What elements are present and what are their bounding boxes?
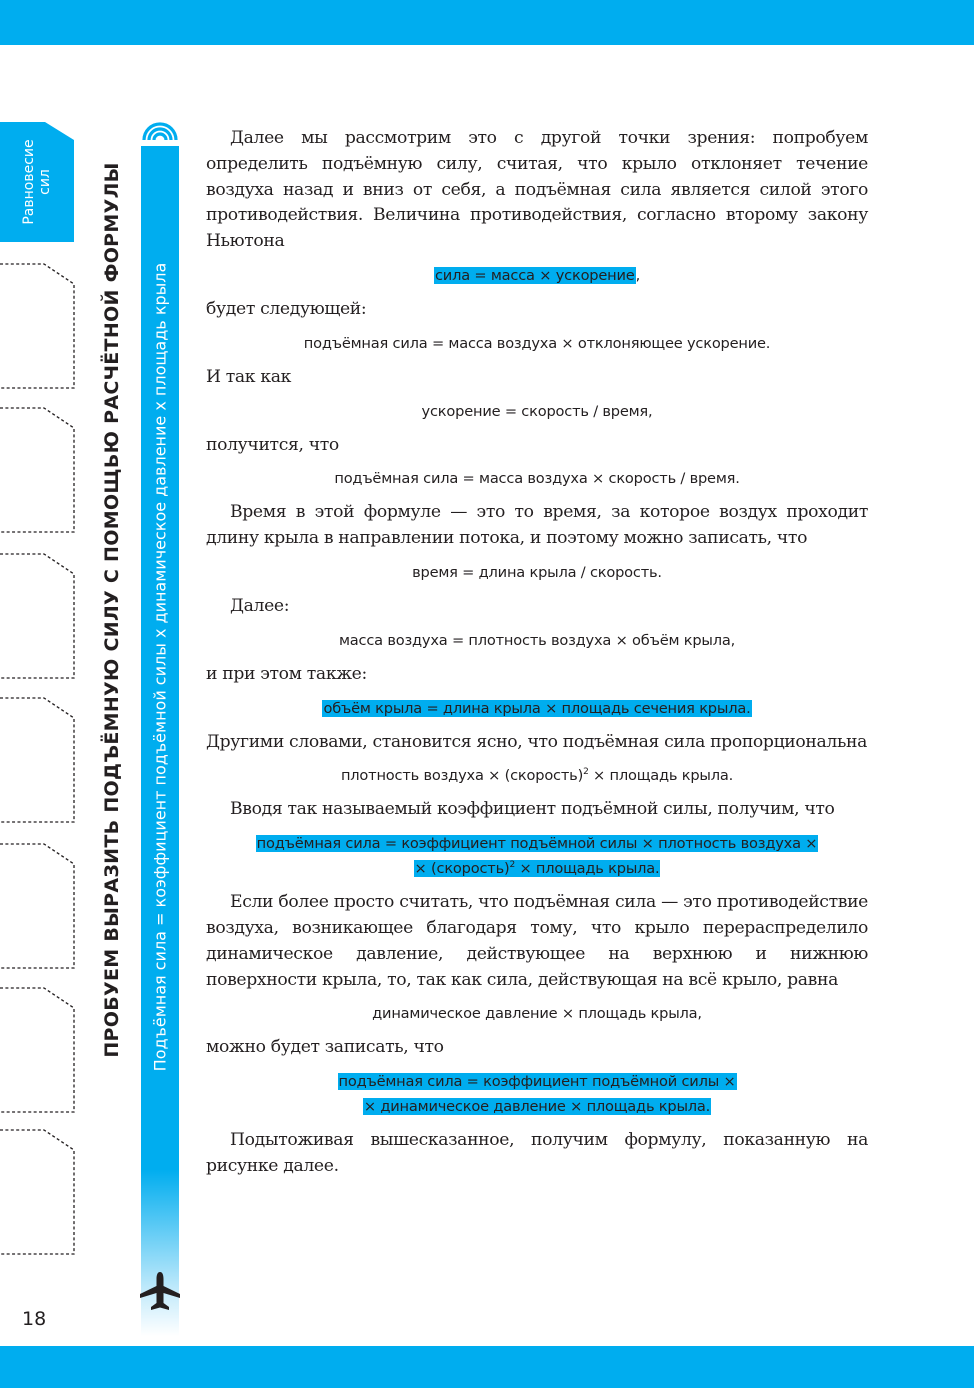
chapter-tab-empty[interactable]: [0, 406, 76, 534]
formula-punct: ,: [635, 266, 641, 284]
formula: масса воздуха = плотность воздуха × объём крыла,: [338, 631, 736, 649]
chapter-tab-empty[interactable]: [0, 986, 76, 1114]
main-content: [206, 126, 868, 1188]
formula: [206, 696, 868, 721]
highlighted-formula: подъёмная сила = коэффициент подъёмной силы × × динамическое давление × площадь крыла.: [338, 1073, 736, 1116]
paragraph: можно будет записать, что: [206, 1037, 444, 1058]
highlighted-formula: объём крыла = длина крыла × площадь сечения крыла.: [323, 699, 751, 717]
paragraph: Если более просто считать, что подъёмная сила — это противодействие воздуха, возникающее благодаря тому, что крыло перераспределило динамическое давление, действующее на верхнюю и нижнюю поверхности крыла, то, так как сила, действующая на всё крыло, равна: [206, 892, 868, 990]
chapter-tab-empty[interactable]: [0, 262, 76, 390]
formula: ускорение = скорость / время,: [421, 402, 653, 420]
airplane-icon: [138, 1270, 182, 1314]
chapter-tab-empty[interactable]: [0, 842, 76, 970]
formula: плотность воздуха × (скорость)$^2$ × площадь крыла.: [340, 767, 734, 785]
paragraph: Вводя так называемый коэффициент подъёмной силы, получим, что: [230, 799, 835, 820]
formula: подъёмная сила = масса воздуха × скорость / время.: [334, 470, 740, 488]
chapter-tab-label: Равновесие сил: [21, 139, 53, 225]
paragraph: и при этом также:: [206, 663, 367, 684]
paragraph: Далее мы рассмотрим это с другой точки зрения: попробуем определить подъёмную силу, считая, что крыло отклоняет течение воздуха назад и вниз от себя, а подъёмная сила является силой этого противодействия. Величина противодействия, согласно второму закону Ньютона: [206, 128, 868, 252]
formula: подъёмная сила = масса воздуха × отклоняющее ускорение.: [303, 334, 771, 352]
section-title-vertical: ПРОБУЕМ ВЫРАЗИТЬ ПОДЪЁМНУЮ СИЛУ С ПОМОЩЬЮ РАСЧЁТНОЙ ФОРМУЛЫ: [101, 162, 123, 1058]
paragraph: получится, что: [206, 434, 339, 455]
formula: время = длина крыла / скорость.: [412, 563, 662, 581]
paragraph: Время в этой формуле — это то время, за которое воздух проходит длину крыла в направлении потока, и поэтому можно записать, что: [206, 502, 868, 549]
paragraph: будет следующей:: [206, 298, 367, 319]
formula: динамическое давление × площадь крыла,: [372, 1005, 702, 1023]
bottom-bar: [0, 1346, 974, 1388]
formula: [206, 1069, 868, 1119]
paragraph: Подытоживая вышесказанное, получим формулу, показанную на рисунке далее.: [206, 1130, 868, 1176]
formula-strip-text: Подъёмная сила = коэффициент подъёмной силы x динамическое давление x площадь крыла: [150, 262, 170, 1072]
paragraph: Другими словами, становится ясно, что подъёмная сила пропорциональна: [206, 731, 867, 752]
highlighted-formula: сила = масса × ускорение: [434, 266, 635, 284]
top-bar: [0, 0, 974, 45]
chapter-tab-empty[interactable]: [0, 696, 76, 824]
formula: [206, 831, 868, 881]
formula: [206, 263, 868, 288]
highlighted-formula: подъёмная сила = коэффициент подъёмной силы × плотность воздуха × × (скорость)$^2$ × площадь крыла.: [256, 835, 818, 878]
chapter-tab-empty[interactable]: [0, 1128, 76, 1256]
paragraph: Далее:: [230, 595, 290, 616]
page-number: 18: [22, 1308, 47, 1330]
paragraph: И так как: [206, 366, 291, 387]
chapter-tab-empty[interactable]: [0, 552, 76, 680]
signal-icon: [140, 114, 180, 144]
